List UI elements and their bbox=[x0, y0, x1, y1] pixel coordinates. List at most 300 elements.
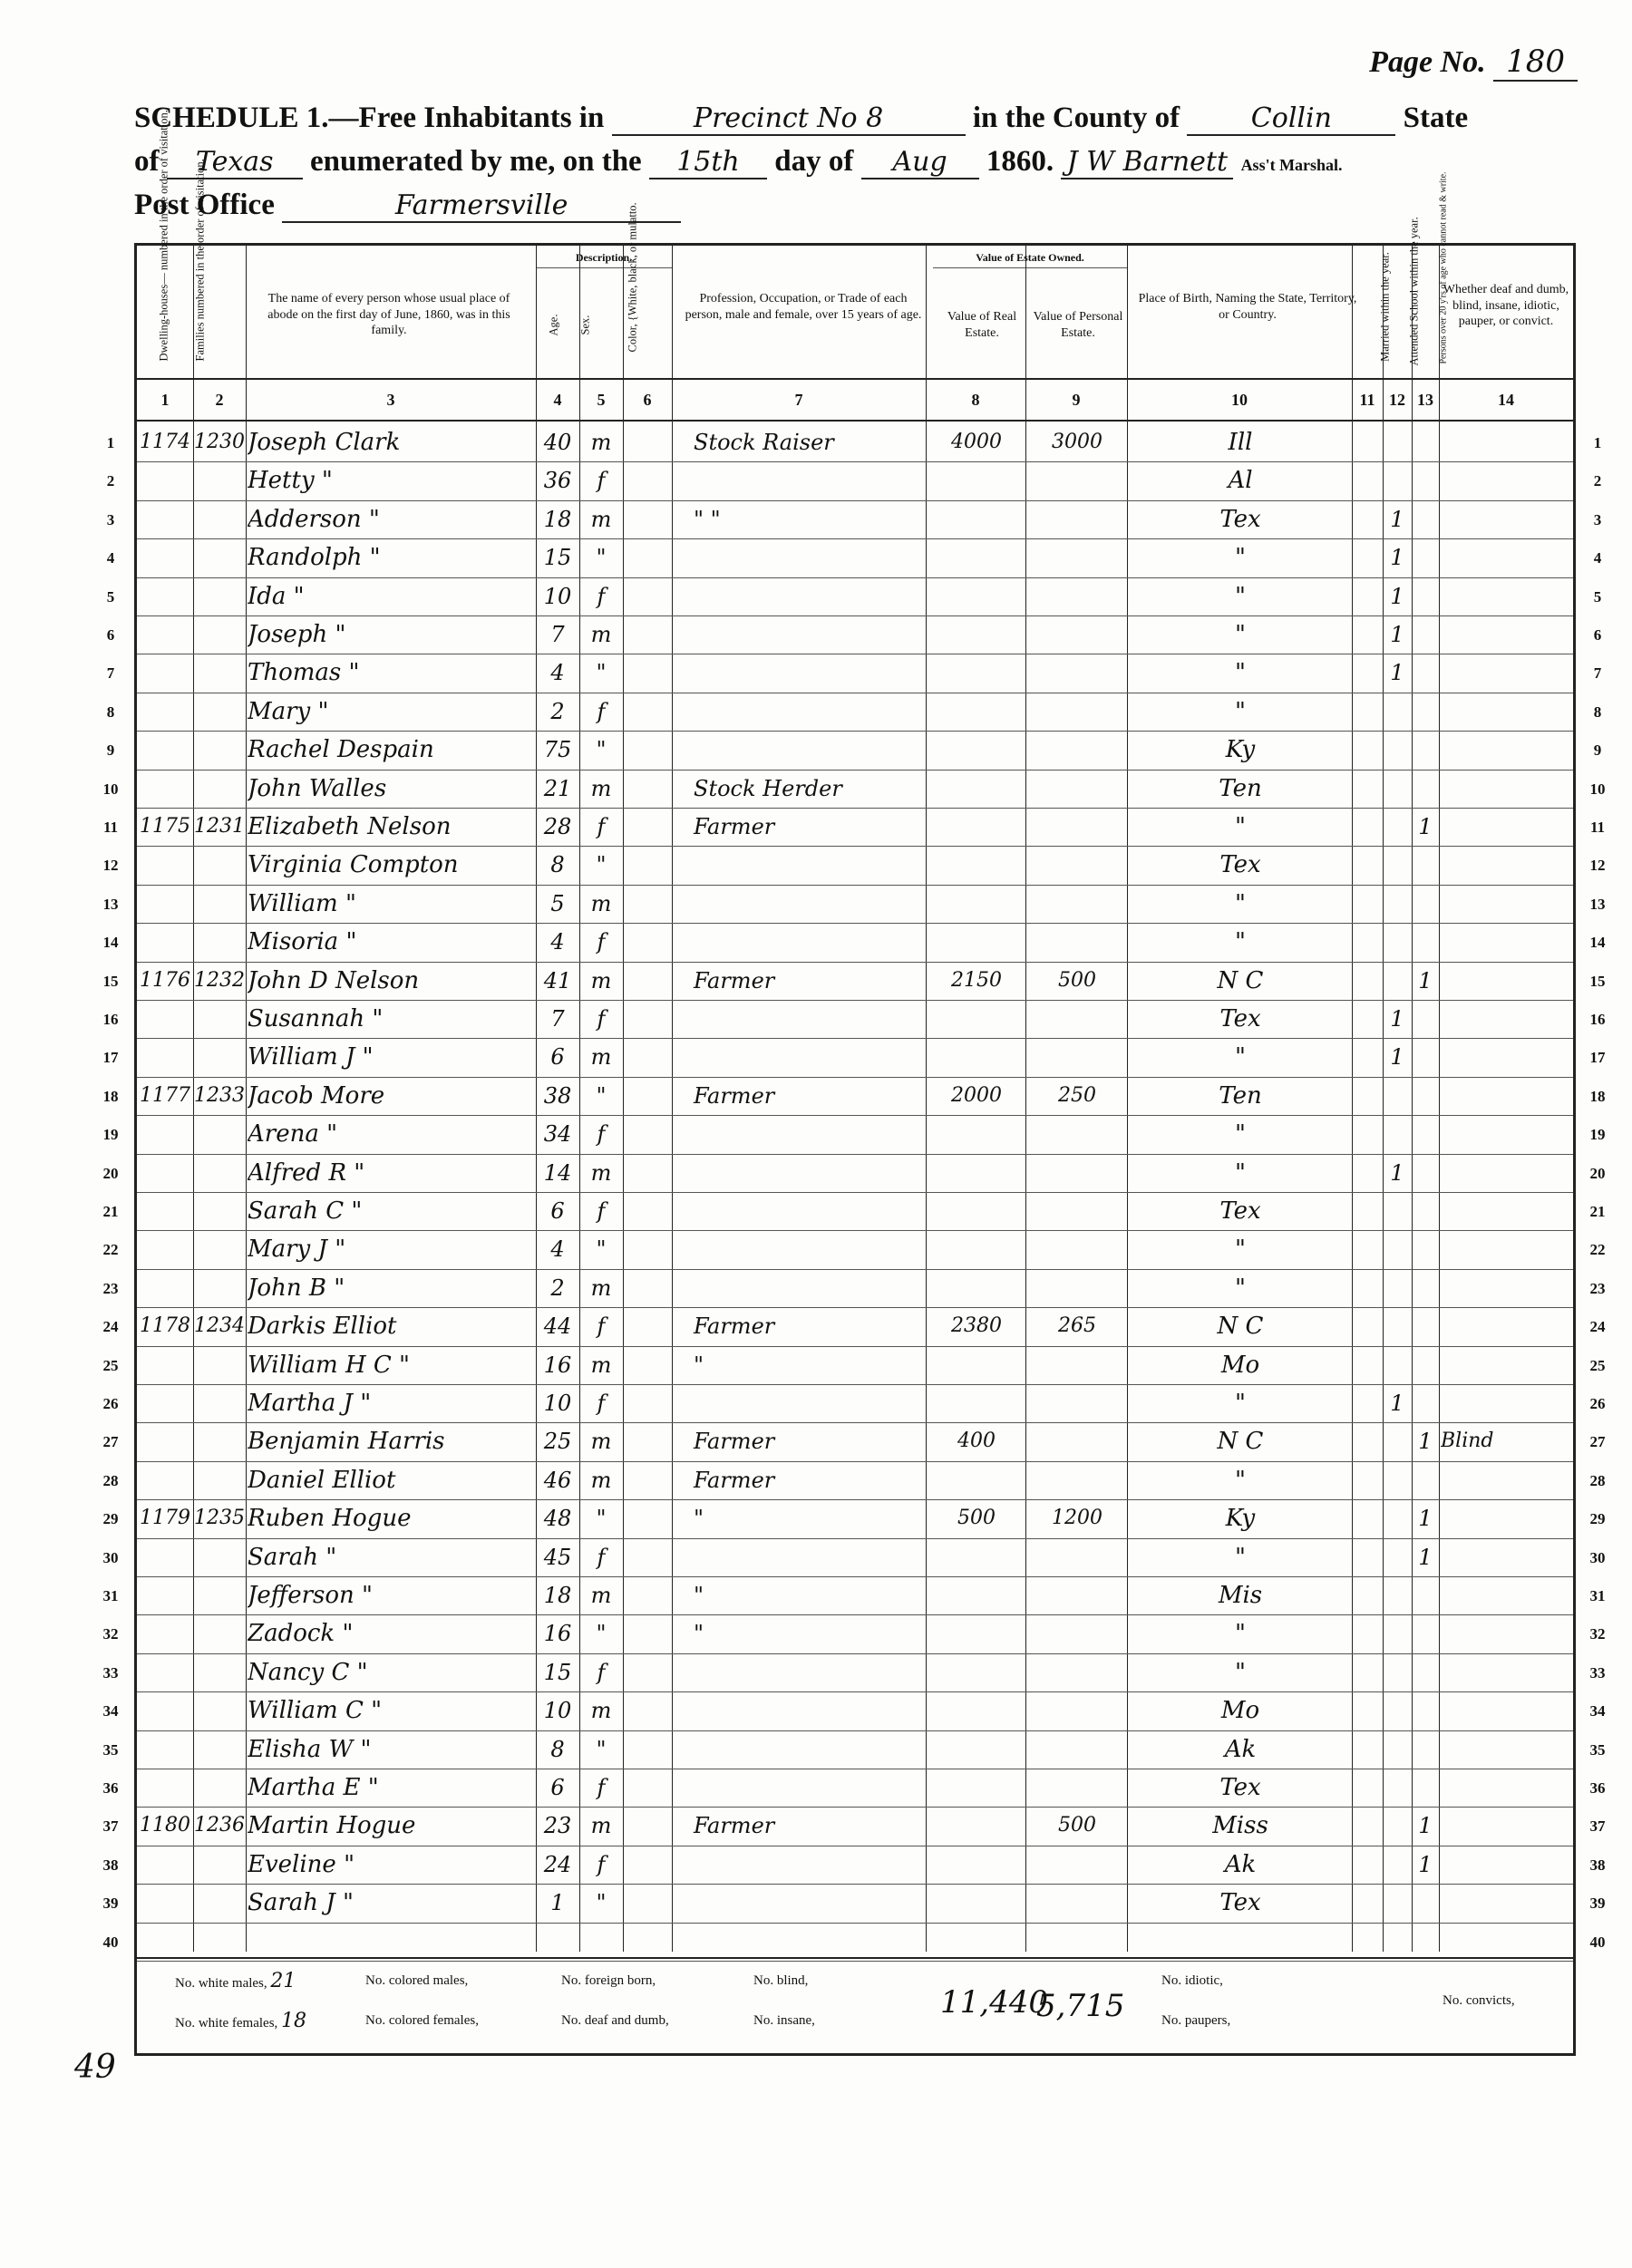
row-number-right: 16 bbox=[1589, 1011, 1606, 1028]
row-number: 18 bbox=[102, 1087, 119, 1105]
cell-birth: Al bbox=[1228, 467, 1253, 495]
header-line-3 bbox=[134, 189, 1576, 223]
footer-blind: No. blind, bbox=[753, 1973, 809, 1988]
cell-sex: f bbox=[597, 1659, 606, 1685]
row-number: 17 bbox=[102, 1049, 119, 1067]
cell-age: 8 bbox=[550, 852, 565, 878]
row-number-right: 8 bbox=[1593, 703, 1602, 721]
cell-re: 400 bbox=[957, 1430, 996, 1453]
cell-occ: " bbox=[694, 1352, 704, 1378]
col-condition-header: Whether deaf and dumb, blind, insane, idiotic, pauper, or convict. bbox=[1443, 283, 1569, 328]
cell-occ: " " bbox=[694, 506, 721, 532]
cell-c14: Blind bbox=[1441, 1430, 1494, 1453]
header-line-2 bbox=[134, 145, 1576, 179]
cell-birth: Ten bbox=[1219, 1081, 1262, 1110]
cell-name: Sarah " bbox=[248, 1543, 337, 1571]
row-number: 7 bbox=[106, 664, 115, 683]
cell-name: Eveline " bbox=[248, 1850, 355, 1878]
row-number-right: 27 bbox=[1589, 1433, 1606, 1451]
cell-birth: " bbox=[1235, 659, 1246, 687]
cell-age: 36 bbox=[543, 468, 572, 494]
row-number: 25 bbox=[102, 1356, 119, 1374]
cell-name: John D Nelson bbox=[248, 966, 420, 994]
cell-pe: 250 bbox=[1058, 1083, 1096, 1107]
row-number-right: 15 bbox=[1589, 972, 1606, 990]
cell-name: William J " bbox=[248, 1043, 374, 1071]
row-number-right: 36 bbox=[1589, 1779, 1606, 1797]
cell-birth: Miss bbox=[1212, 1812, 1268, 1840]
cell-occ: " bbox=[694, 1583, 704, 1608]
cell-sex: " bbox=[596, 1082, 607, 1109]
column-number: 2 bbox=[215, 391, 224, 409]
cell-birth: " bbox=[1235, 1543, 1246, 1571]
col-married-header: Married within the year. bbox=[1378, 252, 1392, 362]
cell-age: 38 bbox=[543, 1082, 572, 1109]
row-number-right: 14 bbox=[1589, 934, 1606, 952]
of-label: of bbox=[134, 145, 160, 178]
row-number-right: 29 bbox=[1589, 1510, 1606, 1528]
cell-birth: N C bbox=[1217, 1313, 1264, 1341]
marshal-label: Ass't Marshal. bbox=[1240, 156, 1343, 174]
cell-f: 1230 bbox=[194, 431, 245, 453]
enumerated-label: enumerated by me, on the bbox=[310, 145, 642, 178]
cell-name: William " bbox=[248, 889, 356, 917]
col-real-estate-header: Value of Real Estate. bbox=[947, 310, 1017, 340]
row-number: 29 bbox=[102, 1510, 119, 1528]
cell-birth: " bbox=[1235, 928, 1246, 956]
cell-name: Joseph " bbox=[248, 621, 346, 648]
cell-c12: 1 bbox=[1390, 583, 1404, 609]
cell-name: Jacob More bbox=[248, 1081, 385, 1110]
column-number: 12 bbox=[1389, 391, 1405, 409]
row-rule bbox=[137, 1961, 1573, 1962]
cell-name: Sarah C " bbox=[248, 1197, 363, 1225]
row-number-right: 38 bbox=[1589, 1856, 1606, 1874]
cell-sex: f bbox=[597, 1775, 606, 1800]
cell-name: Adderson " bbox=[248, 505, 380, 533]
cell-sex: m bbox=[590, 430, 612, 455]
cell-name: John B " bbox=[248, 1274, 345, 1302]
cell-name: Thomas " bbox=[248, 659, 360, 687]
cell-age: 16 bbox=[543, 1352, 572, 1378]
cell-name: Joseph Clark bbox=[248, 429, 401, 456]
cell-birth: Tex bbox=[1219, 1889, 1261, 1917]
cell-occ: Farmer bbox=[694, 1429, 775, 1455]
cell-name: Randolph " bbox=[248, 544, 381, 572]
row-number: 32 bbox=[102, 1625, 119, 1643]
cell-name: William C " bbox=[248, 1697, 383, 1725]
cell-age: 8 bbox=[550, 1736, 565, 1762]
cell-name: Martha J " bbox=[248, 1390, 372, 1417]
footer-total-personal-estate: 5,715 bbox=[1036, 1988, 1125, 2024]
cell-birth: " bbox=[1235, 1658, 1246, 1686]
cell-name: Sarah J " bbox=[248, 1889, 354, 1917]
cell-birth: Ky bbox=[1225, 1505, 1256, 1533]
cell-age: 48 bbox=[543, 1506, 572, 1532]
cell-sex: f bbox=[597, 1006, 606, 1032]
row-number-right: 28 bbox=[1589, 1471, 1606, 1489]
cell-age: 6 bbox=[550, 1775, 565, 1800]
cell-name: Daniel Elliot bbox=[248, 1466, 396, 1494]
cell-age: 40 bbox=[543, 430, 572, 455]
cell-birth: Ten bbox=[1219, 774, 1262, 802]
header-divider bbox=[137, 378, 1573, 380]
cell-sex: f bbox=[597, 1391, 606, 1416]
cell-sex: m bbox=[590, 1583, 612, 1608]
cell-birth: " bbox=[1235, 1274, 1246, 1302]
col-name-header: The name of every person whose usual place of abode on the first day of June, 1860, was in this family. bbox=[267, 292, 510, 337]
cell-name: Misoria " bbox=[248, 928, 357, 956]
cell-age: 23 bbox=[543, 1813, 572, 1839]
column-number: 6 bbox=[643, 391, 652, 409]
row-number-right: 30 bbox=[1589, 1548, 1606, 1566]
cell-d: 1175 bbox=[140, 815, 190, 838]
cell-c13: 1 bbox=[1418, 1429, 1433, 1455]
row-number: 3 bbox=[106, 510, 115, 528]
column-rule bbox=[1025, 246, 1026, 1952]
row-number-right: 5 bbox=[1593, 587, 1602, 606]
cell-sex: m bbox=[590, 1159, 612, 1186]
post-office-field: Farmersville bbox=[282, 189, 681, 223]
cell-name: Zadock " bbox=[248, 1620, 354, 1648]
page-number-value: 180 bbox=[1493, 44, 1578, 82]
row-number-right: 21 bbox=[1589, 1203, 1606, 1220]
cell-age: 14 bbox=[543, 1159, 572, 1186]
column-number: 1 bbox=[160, 391, 170, 409]
footer-divider bbox=[137, 1957, 1573, 1959]
row-number-right: 7 bbox=[1593, 664, 1602, 683]
cell-age: 25 bbox=[543, 1429, 572, 1455]
cell-sex: f bbox=[597, 929, 606, 955]
cell-age: 34 bbox=[543, 1121, 572, 1148]
cell-occ: " bbox=[694, 1506, 704, 1532]
cell-birth: " bbox=[1235, 1390, 1246, 1417]
cell-occ: Farmer bbox=[694, 1467, 775, 1493]
state-field: Texas bbox=[167, 146, 303, 179]
cell-age: 7 bbox=[550, 622, 565, 647]
row-number: 27 bbox=[102, 1433, 119, 1451]
row-number-right: 4 bbox=[1593, 549, 1602, 567]
county-label: in the County of bbox=[972, 102, 1180, 134]
column-rule bbox=[1352, 246, 1353, 1952]
cell-name: Mary " bbox=[248, 697, 329, 725]
cell-age: 46 bbox=[543, 1467, 572, 1493]
row-number-right: 17 bbox=[1589, 1049, 1606, 1067]
cell-re: 500 bbox=[957, 1507, 996, 1530]
cell-birth: " bbox=[1235, 621, 1246, 648]
cell-c13: 1 bbox=[1418, 1851, 1433, 1877]
col-age-header: Age. bbox=[547, 314, 560, 336]
cell-sex: m bbox=[590, 1429, 612, 1455]
row-number: 22 bbox=[102, 1241, 119, 1259]
cell-birth: Mis bbox=[1218, 1582, 1263, 1609]
white-males-label: No. white males, bbox=[175, 1976, 267, 1991]
cell-f: 1234 bbox=[194, 1314, 245, 1338]
cell-sex: m bbox=[590, 622, 612, 647]
cell-birth: " bbox=[1235, 1466, 1246, 1494]
post-office-label: Post Office bbox=[134, 189, 275, 221]
cell-name: Darkis Elliot bbox=[248, 1313, 397, 1341]
row-number-right: 23 bbox=[1589, 1279, 1606, 1297]
cell-f: 1233 bbox=[194, 1083, 245, 1107]
column-rule bbox=[246, 246, 247, 1952]
cell-birth: " bbox=[1235, 544, 1246, 572]
row-number: 26 bbox=[102, 1395, 119, 1412]
white-females-value: 18 bbox=[281, 2010, 307, 2032]
row-number: 30 bbox=[102, 1548, 119, 1566]
day-field: 15th bbox=[649, 146, 767, 179]
cell-sex: " bbox=[596, 1236, 607, 1263]
cell-c12: 1 bbox=[1390, 622, 1404, 647]
description-underline bbox=[536, 267, 672, 268]
cell-occ: Farmer bbox=[694, 1313, 775, 1340]
cell-age: 4 bbox=[550, 929, 565, 955]
cell-sex: f bbox=[597, 698, 606, 724]
cell-name: Mary J " bbox=[248, 1236, 346, 1264]
footer-white-females bbox=[175, 2010, 306, 2032]
column-number: 8 bbox=[971, 391, 980, 409]
row-number-right: 3 bbox=[1593, 510, 1602, 528]
cell-age: 75 bbox=[543, 737, 572, 763]
footer-foreign-born: No. foreign born, bbox=[561, 1973, 656, 1988]
cell-birth: " bbox=[1235, 1236, 1246, 1264]
cell-age: 10 bbox=[543, 583, 572, 609]
row-number-right: 6 bbox=[1593, 626, 1602, 644]
cell-age: 18 bbox=[543, 506, 572, 532]
column-number: 9 bbox=[1072, 391, 1081, 409]
cell-sex: m bbox=[590, 1467, 612, 1493]
cell-age: 2 bbox=[550, 1275, 565, 1301]
cell-name: John Walles bbox=[248, 774, 387, 802]
cell-d: 1179 bbox=[140, 1507, 190, 1530]
footer-white-males bbox=[175, 1970, 296, 1992]
cell-f: 1232 bbox=[194, 968, 245, 992]
cell-sex: m bbox=[590, 967, 612, 993]
white-males-value: 21 bbox=[270, 1970, 296, 1992]
year-label: 1860. bbox=[986, 145, 1054, 178]
cell-pe: 265 bbox=[1058, 1314, 1096, 1338]
cell-name: Benjamin Harris bbox=[248, 1428, 445, 1456]
cell-name: Martin Hogue bbox=[248, 1812, 416, 1840]
cell-f: 1235 bbox=[194, 1507, 245, 1530]
cell-d: 1177 bbox=[140, 1083, 190, 1107]
cell-occ: Farmer bbox=[694, 814, 775, 839]
col-personal-estate-header: Value of Personal Estate. bbox=[1033, 310, 1123, 340]
row-number-right: 31 bbox=[1589, 1587, 1606, 1604]
column-rule bbox=[1439, 246, 1440, 1952]
page-number-label: Page No. bbox=[1369, 45, 1486, 79]
cell-name: Jefferson " bbox=[248, 1582, 374, 1609]
cell-birth: " bbox=[1235, 813, 1246, 840]
row-number: 1 bbox=[106, 434, 115, 451]
cell-sex: " bbox=[596, 1506, 607, 1532]
cell-birth: Ky bbox=[1225, 736, 1256, 764]
row-number: 16 bbox=[102, 1011, 119, 1028]
cell-sex: m bbox=[590, 1352, 612, 1378]
cell-occ: Farmer bbox=[694, 1813, 775, 1839]
cell-f: 1231 bbox=[194, 815, 245, 838]
cell-sex: f bbox=[597, 1544, 606, 1570]
row-number: 11 bbox=[102, 819, 119, 836]
cell-age: 16 bbox=[543, 1621, 572, 1647]
row-number-right: 20 bbox=[1589, 1164, 1606, 1182]
column-rule bbox=[1127, 246, 1128, 1952]
month-field: Aug bbox=[861, 146, 979, 179]
cell-age: 24 bbox=[543, 1851, 572, 1877]
cell-occ: Stock Raiser bbox=[694, 430, 834, 455]
cell-c13: 1 bbox=[1418, 1544, 1433, 1570]
cell-re: 4000 bbox=[951, 431, 1002, 453]
cell-sex: f bbox=[597, 468, 606, 494]
row-number: 24 bbox=[102, 1318, 119, 1336]
cell-sex: f bbox=[597, 1121, 606, 1148]
column-number: 11 bbox=[1359, 391, 1375, 409]
cell-occ: Farmer bbox=[694, 1082, 775, 1109]
cell-sex: " bbox=[596, 1890, 607, 1916]
cell-sex: " bbox=[596, 660, 607, 686]
cell-sex: f bbox=[597, 814, 606, 839]
header-line-1 bbox=[134, 102, 1576, 136]
row-number: 36 bbox=[102, 1779, 119, 1797]
cell-re: 2380 bbox=[951, 1314, 1002, 1338]
row-number: 40 bbox=[102, 1933, 119, 1951]
cell-sex: m bbox=[590, 1698, 612, 1724]
cell-age: 4 bbox=[550, 660, 565, 686]
column-number: 5 bbox=[597, 391, 606, 409]
cell-age: 15 bbox=[543, 1659, 572, 1685]
cell-sex: " bbox=[596, 852, 607, 878]
cell-birth: " bbox=[1235, 1620, 1246, 1648]
cell-age: 28 bbox=[543, 814, 572, 839]
row-number-right: 13 bbox=[1589, 895, 1606, 913]
cell-c13: 1 bbox=[1418, 967, 1433, 993]
cell-c13: 1 bbox=[1418, 1813, 1433, 1839]
cell-birth: Tex bbox=[1219, 1774, 1261, 1801]
column-number: 4 bbox=[553, 391, 562, 409]
column-rule bbox=[1412, 246, 1413, 1952]
col-dwelling-header: Dwelling-houses— numbered in the order of visitation. bbox=[157, 110, 170, 362]
row-number-right: 1 bbox=[1593, 434, 1602, 451]
estate-group-header: Value of Estate Owned. bbox=[976, 251, 1084, 264]
cell-pe: 500 bbox=[1058, 968, 1096, 992]
row-number-right: 25 bbox=[1589, 1356, 1606, 1374]
precinct-field: Precinct No 8 bbox=[612, 102, 966, 136]
cell-name: Nancy C " bbox=[248, 1658, 368, 1686]
row-number: 31 bbox=[102, 1587, 119, 1604]
cell-sex: m bbox=[590, 506, 612, 532]
cell-birth: Tex bbox=[1219, 1197, 1261, 1225]
row-number: 12 bbox=[102, 857, 119, 875]
row-number: 21 bbox=[102, 1203, 119, 1220]
column-number: 10 bbox=[1231, 391, 1248, 409]
cell-sex: f bbox=[597, 583, 606, 609]
row-number: 10 bbox=[102, 780, 119, 798]
cell-age: 15 bbox=[543, 545, 572, 571]
cell-c12: 1 bbox=[1390, 1159, 1404, 1186]
cell-birth: " bbox=[1235, 1158, 1246, 1187]
cell-birth: N C bbox=[1217, 1428, 1264, 1456]
row-number: 35 bbox=[102, 1740, 119, 1759]
cell-name: Elisha W " bbox=[248, 1735, 372, 1763]
row-number: 33 bbox=[102, 1663, 119, 1682]
cell-c12: 1 bbox=[1390, 506, 1404, 532]
cell-name: Hetty " bbox=[248, 467, 333, 495]
cell-name: Rachel Despain bbox=[248, 736, 434, 764]
row-number: 6 bbox=[106, 626, 115, 644]
cell-sex: m bbox=[590, 890, 612, 916]
row-number-right: 34 bbox=[1589, 1702, 1606, 1720]
column-rule bbox=[672, 246, 673, 1952]
cell-birth: Mo bbox=[1220, 1697, 1260, 1725]
cell-sex: m bbox=[590, 1813, 612, 1839]
county-field: Collin bbox=[1187, 102, 1395, 136]
cell-occ: " bbox=[694, 1621, 704, 1647]
cell-c13: 1 bbox=[1418, 814, 1433, 839]
cell-birth: " bbox=[1235, 1043, 1246, 1071]
footer-deaf-dumb: No. deaf and dumb, bbox=[561, 2013, 669, 2028]
cell-birth: " bbox=[1235, 582, 1246, 610]
footer-idiotic: No. idiotic, bbox=[1161, 1973, 1223, 1988]
row-number: 19 bbox=[102, 1126, 119, 1144]
cell-age: 6 bbox=[550, 1198, 565, 1224]
column-number: 14 bbox=[1498, 391, 1514, 409]
cell-birth: Tex bbox=[1219, 1005, 1261, 1032]
row-number: 28 bbox=[102, 1471, 119, 1489]
row-number: 13 bbox=[102, 895, 119, 913]
col-family-header: Families numbered in the order of visitation. bbox=[193, 159, 207, 362]
cell-c12: 1 bbox=[1390, 1006, 1404, 1032]
description-group-header: Description. bbox=[575, 251, 633, 264]
cell-sex: f bbox=[597, 1198, 606, 1224]
col-school-header: Attended School within the year. bbox=[1407, 217, 1421, 366]
cell-name: Martha E " bbox=[248, 1774, 379, 1801]
cell-d: 1178 bbox=[140, 1314, 190, 1338]
cell-age: 2 bbox=[550, 698, 565, 724]
cell-age: 7 bbox=[550, 1006, 565, 1032]
row-number: 4 bbox=[106, 549, 115, 567]
cell-c12: 1 bbox=[1390, 1391, 1404, 1416]
cell-birth: Ak bbox=[1224, 1735, 1257, 1763]
cell-c12: 1 bbox=[1390, 545, 1404, 571]
cell-name: Susannah " bbox=[248, 1005, 384, 1032]
row-number-right: 32 bbox=[1589, 1625, 1606, 1643]
footer-convicts: No. convicts, bbox=[1443, 1993, 1515, 2008]
cell-c12: 1 bbox=[1390, 660, 1404, 686]
row-number-right: 37 bbox=[1589, 1817, 1606, 1836]
cell-age: 10 bbox=[543, 1391, 572, 1416]
row-number: 20 bbox=[102, 1164, 119, 1182]
state-label: State bbox=[1403, 102, 1469, 134]
cell-f: 1236 bbox=[194, 1814, 245, 1837]
cell-re: 2000 bbox=[951, 1083, 1002, 1107]
row-number-right: 35 bbox=[1589, 1740, 1606, 1759]
cell-age: 5 bbox=[550, 890, 565, 916]
cell-birth: Ak bbox=[1224, 1850, 1257, 1878]
cell-age: 44 bbox=[543, 1313, 572, 1340]
cell-d: 1180 bbox=[140, 1814, 190, 1837]
col-literacy-header: Persons over 20 y'rs of age who cannot read & write. bbox=[1438, 171, 1449, 364]
white-females-label: No. white females, bbox=[175, 2016, 278, 2031]
row-number: 8 bbox=[106, 703, 115, 721]
row-number: 15 bbox=[102, 972, 119, 990]
row-number: 2 bbox=[106, 472, 115, 490]
footer-colored-males: No. colored males, bbox=[365, 1973, 469, 1988]
cell-birth: Mo bbox=[1220, 1351, 1260, 1379]
cell-birth: " bbox=[1235, 889, 1246, 917]
cell-pe: 3000 bbox=[1052, 431, 1103, 453]
row-number-right: 40 bbox=[1589, 1933, 1606, 1951]
cell-birth: N C bbox=[1217, 966, 1264, 994]
